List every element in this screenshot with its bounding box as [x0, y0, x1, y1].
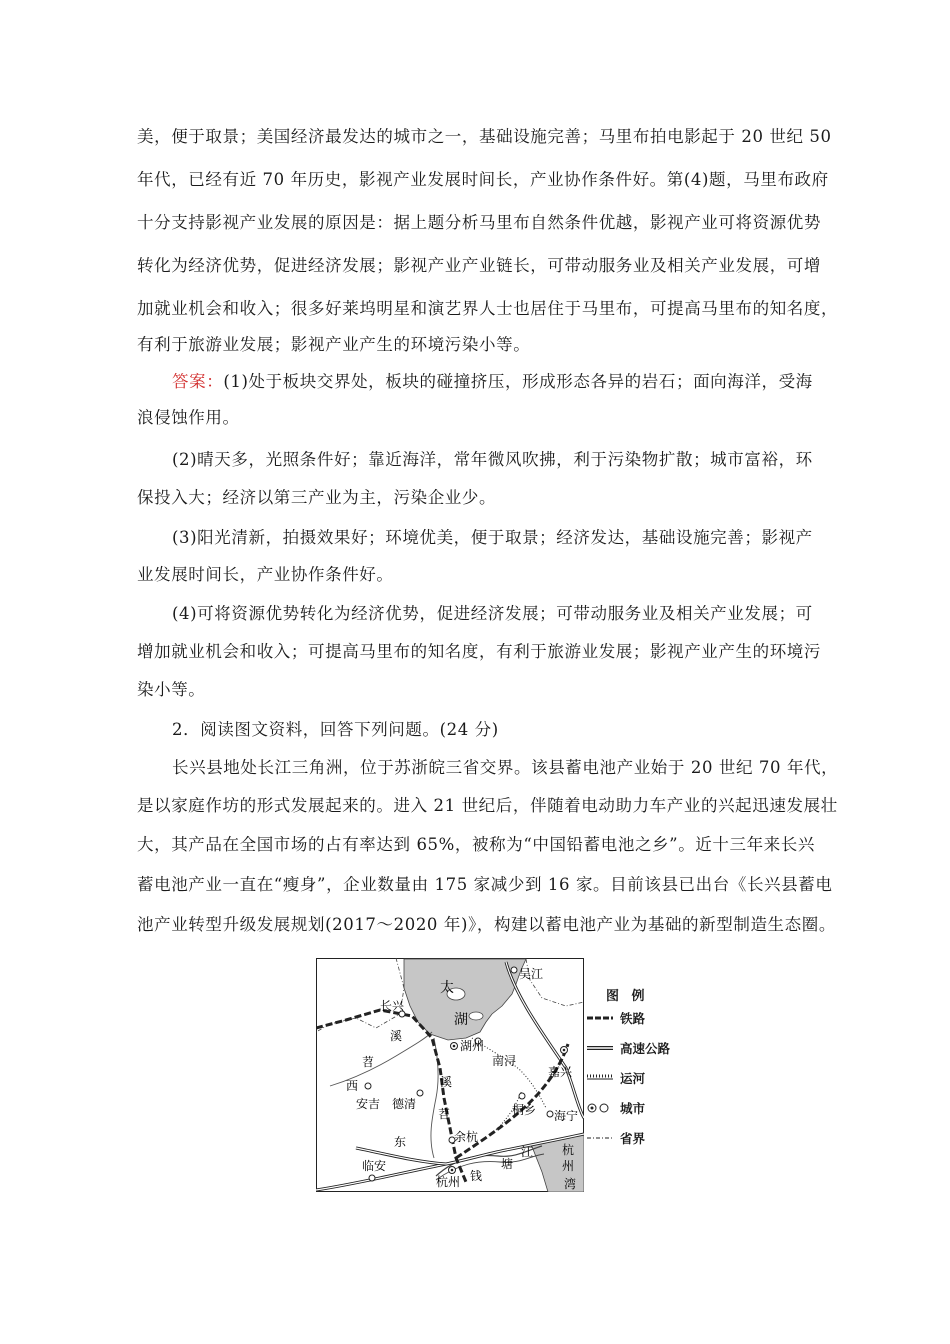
answer-4-line-3: 染小等。: [137, 680, 206, 699]
answer-1-line: [172, 372, 862, 392]
question-2-line: 大，其产品在全国市场的占有率达到 65%，被称为“中国铅蓄电池之乡”。近十三年来长兴: [137, 835, 815, 854]
map-label: 湖州: [460, 1039, 485, 1053]
question-2-line: 蓄电池产业一直在“瘦身”，企业数量由 175 家减少到 16 家。目前该县已出台《长兴县蓄电: [137, 875, 833, 894]
answer-3-line-2: 业发展时间长，产业协作条件好。: [137, 565, 394, 584]
answer-1-text: (1)处于板块交界处，板块的碰撞挤压，形成形态各异的岩石；面向海洋，受海: [223, 372, 813, 391]
boundary-symbol-icon: [586, 1133, 614, 1143]
answer-label: 答案：: [172, 372, 224, 391]
city-marker: [369, 1175, 375, 1181]
city-marker: [519, 1093, 525, 1099]
region-map: [316, 958, 584, 1192]
canal-symbol-icon: [586, 1073, 614, 1083]
map-label: 钱: [470, 1169, 483, 1183]
legend-expressway: 高速公路: [586, 1039, 706, 1059]
map-label: 南浔: [492, 1054, 517, 1068]
legend-boundary: 省界: [586, 1129, 706, 1149]
answer-1-line-2: 浪侵蚀作用。: [137, 408, 240, 427]
city-marker: [417, 1090, 423, 1096]
city-symbol-icon: [586, 1103, 614, 1113]
question-2-heading: 2．阅读图文资料，回答下列问题。(24 分): [172, 720, 499, 739]
map-label: 湾: [564, 1177, 577, 1191]
answer-4-line-2: 增加就业机会和收入；可提高马里布的知名度，有利于旅游业发展；影视产业产生的环境污: [137, 642, 821, 661]
paragraph-line: 年代，已经有近 70 年历史，影视产业发展时间长，产业协作条件好。第(4)题，马里布政府: [137, 170, 829, 189]
paragraph-line: 美，便于取景；美国经济最发达的城市之一，基础设施完善；马里布拍电影起于 20 世纪 50: [137, 127, 832, 146]
map-label: 安吉: [356, 1097, 381, 1111]
city-marker: [511, 967, 517, 973]
answer-3-line: (3)阳光清新，拍摄效果好；环境优美，便于取景；经济发达，基础设施完善；影视产: [172, 528, 813, 547]
map-label: 临安: [362, 1159, 387, 1173]
map-label: 江: [521, 1145, 534, 1159]
map-label: 嘉兴: [548, 1065, 573, 1079]
map-label: 塘: [501, 1157, 514, 1171]
expressway-symbol-icon: [586, 1043, 614, 1053]
map-label: 西: [346, 1079, 359, 1093]
legend-title: 图 例: [606, 989, 649, 1004]
map-label: 杭: [562, 1143, 575, 1157]
question-2-line: 长兴县地处长江三角洲，位于苏浙皖三省交界。该县蓄电池产业始于 20 世纪 70 年代，: [172, 758, 839, 777]
map-label: 桐乡: [512, 1103, 537, 1117]
map-label: 德清: [392, 1097, 417, 1111]
map-label: 溪: [440, 1075, 453, 1089]
question-2-line: 池产业转型升级发展规划(2017～2020 年)》，构建以蓄电池产业为基础的新型制造生态圈。: [137, 915, 836, 934]
map-label: 长兴: [380, 999, 405, 1013]
lake-island: [469, 1012, 483, 1020]
paragraph-line: 有利于旅游业发展；影视产业产生的环境污染小等。: [137, 335, 531, 354]
map-label: 余杭: [454, 1130, 479, 1144]
map-label: 吴江: [519, 967, 544, 981]
city-marker: [451, 1169, 454, 1172]
legend-railway: 铁路: [586, 1009, 706, 1029]
city-marker: [453, 1045, 456, 1048]
map-label: 湖: [454, 1012, 468, 1028]
map-label: 太: [440, 980, 454, 996]
paragraph-line: 加就业机会和收入；很多好莱坞明星和演艺界人士也居住于马里布，可提高马里布的知名度，: [137, 299, 839, 318]
map-label: 东: [394, 1135, 407, 1149]
paragraph-line: 转化为经济优势，促进经济发展；影视产业产业链长，可带动服务业及相关产业发展，可增: [137, 256, 821, 275]
map-label: 苕: [362, 1055, 375, 1069]
answer-4-line: (4)可将资源优势转化为经济优势，促进经济发展；可带动服务业及相关产业发展；可: [172, 604, 813, 623]
map-legend: [586, 985, 706, 1165]
question-2-line: 是以家庭作坊的形式发展起来的。进入 21 世纪后，伴随着电动助力车产业的兴起迅速发展壮: [137, 796, 838, 815]
city-marker: [547, 1111, 553, 1117]
map-label: 苕: [438, 1107, 451, 1121]
city-marker: [365, 1083, 371, 1089]
legend-canal: 运河: [586, 1069, 706, 1089]
legend-city: 城市: [586, 1099, 706, 1119]
map-label: 海宁: [554, 1109, 579, 1123]
map-label: 杭州: [436, 1175, 461, 1189]
map-label: 州: [562, 1159, 575, 1173]
answer-2-line-2: 保投入大；经济以第三产业为主，污染企业少。: [137, 488, 497, 507]
railway-symbol-icon: [586, 1013, 614, 1023]
map-label: 溪: [390, 1029, 403, 1043]
city-marker: [563, 1049, 566, 1052]
answer-2-line: (2)晴天多，光照条件好；靠近海洋，常年微风吹拂，利于污染物扩散；城市富裕，环: [172, 450, 813, 469]
paragraph-line: 十分支持影视产业发展的原因是：据上题分析马里布自然条件优越，影视产业可将资源优势: [137, 213, 821, 232]
